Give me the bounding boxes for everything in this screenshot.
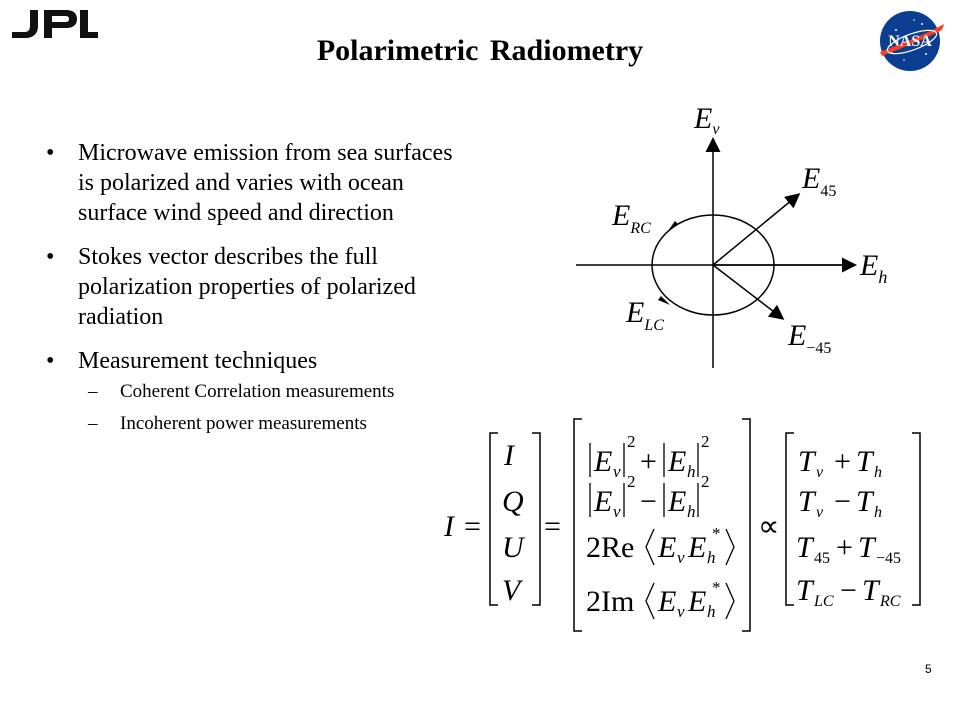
svg-text:−: − <box>840 574 857 607</box>
svg-text:2Re: 2Re <box>586 531 635 564</box>
sub-bullet-item: – Incoherent power measurements <box>88 413 367 434</box>
bullet-list <box>46 138 466 450</box>
svg-text:T: T <box>796 531 813 564</box>
svg-text:h: h <box>707 548 716 567</box>
svg-text:E: E <box>594 485 613 518</box>
svg-text:*: * <box>712 524 721 543</box>
svg-text:v: v <box>816 504 824 521</box>
label-erc: $E_{RC}$ <box>612 199 651 237</box>
middle-row-1 <box>590 432 710 481</box>
svg-text:E: E <box>688 531 707 564</box>
label-ev: $E_v$ <box>694 102 720 138</box>
svg-text:2: 2 <box>701 472 710 491</box>
right-row-3 <box>796 531 901 567</box>
svg-text:T: T <box>856 445 873 478</box>
svg-text:h: h <box>707 602 716 621</box>
eq-lhs: I <box>444 510 454 543</box>
middle-row-4 <box>586 578 734 621</box>
bullet-text: Microwave emission from sea surfaces is polarized and varies with ocean surface wind speed and direction <box>78 140 453 226</box>
svg-text:h: h <box>874 464 882 481</box>
vector-q: Q <box>502 485 524 518</box>
vector-left-bracket <box>490 433 498 605</box>
sub-bullet-text: Incoherent power measurements <box>120 413 367 434</box>
svg-text:2: 2 <box>627 472 636 491</box>
svg-text:v: v <box>613 462 621 481</box>
vector-v: V <box>502 574 521 607</box>
proportional-symbol: ∝ <box>758 510 780 543</box>
svg-text:T: T <box>798 485 815 518</box>
right-right-bracket <box>912 433 920 605</box>
svg-text:RC: RC <box>880 593 901 610</box>
label-eh: $E_h$ <box>860 249 888 287</box>
svg-text:E: E <box>594 445 613 478</box>
svg-text:v: v <box>613 502 621 521</box>
svg-text:h: h <box>687 502 696 521</box>
bullet-item <box>46 138 466 228</box>
sub-bullet-text: Coherent Correlation measurements <box>120 381 395 402</box>
svg-text:E: E <box>658 531 677 564</box>
svg-text:2: 2 <box>627 432 636 451</box>
right-row-2 <box>798 485 882 521</box>
vector-u: U <box>502 531 524 564</box>
svg-text:h: h <box>687 462 696 481</box>
vector-i: I <box>504 439 514 472</box>
sub-bullet-item: – Coherent Correlation measurements <box>88 381 395 402</box>
page-number: 5 <box>925 662 932 676</box>
svg-text:+: + <box>640 445 657 478</box>
svg-text:+: + <box>836 531 853 564</box>
svg-text:45: 45 <box>814 550 830 567</box>
svg-text:E: E <box>668 445 687 478</box>
svg-text:E: E <box>688 585 707 618</box>
svg-text:+: + <box>834 445 851 478</box>
label-e-minus45: $E_{-45}$ <box>788 319 832 357</box>
stokes-equation <box>436 405 936 645</box>
svg-text:*: * <box>712 578 721 597</box>
polarization-diagram <box>560 100 900 380</box>
svg-text:E: E <box>668 485 687 518</box>
middle-row-3 <box>586 524 734 567</box>
svg-text:E: E <box>658 585 677 618</box>
lc-arrowhead <box>658 296 670 305</box>
svg-text:2: 2 <box>701 432 710 451</box>
eq-equals-2: = <box>544 510 561 543</box>
slide-title: Polarimetric Radiometry <box>316 34 644 67</box>
svg-text:−: − <box>834 485 851 518</box>
bullet-text: Stokes vector describes the full polarization properties of polarized radiation <box>78 244 416 330</box>
right-left-bracket <box>786 433 794 605</box>
rc-arrowhead <box>668 221 678 231</box>
right-row-4 <box>796 574 901 610</box>
bullet-text: Measurement techniques <box>78 348 318 374</box>
svg-text:v: v <box>816 464 824 481</box>
svg-text:T: T <box>862 574 879 607</box>
label-e45: $E_{45}$ <box>802 162 837 200</box>
svg-text:−: − <box>640 485 657 518</box>
label-elc: $E_{LC}$ <box>626 296 664 334</box>
svg-text:T: T <box>798 445 815 478</box>
svg-text:T: T <box>856 485 873 518</box>
middle-left-bracket <box>574 419 582 631</box>
svg-text:h: h <box>874 504 882 521</box>
e-minus45-arrow <box>713 265 782 318</box>
middle-right-bracket <box>742 419 750 631</box>
svg-text:v: v <box>677 548 685 567</box>
bullet-item <box>46 346 466 436</box>
sub-bullet-list <box>78 380 466 436</box>
eq-equals-1: = <box>464 510 481 543</box>
svg-text:T: T <box>796 574 813 607</box>
right-row-1 <box>798 445 882 481</box>
svg-text:v: v <box>677 602 685 621</box>
svg-text:T: T <box>858 531 875 564</box>
vector-right-bracket <box>532 433 540 605</box>
svg-text:2Im: 2Im <box>586 585 635 618</box>
bullet-item <box>46 242 466 332</box>
svg-text:LC: LC <box>814 593 834 610</box>
svg-text:−45: −45 <box>876 550 902 567</box>
svg-text:NASA: NASA <box>888 33 932 50</box>
